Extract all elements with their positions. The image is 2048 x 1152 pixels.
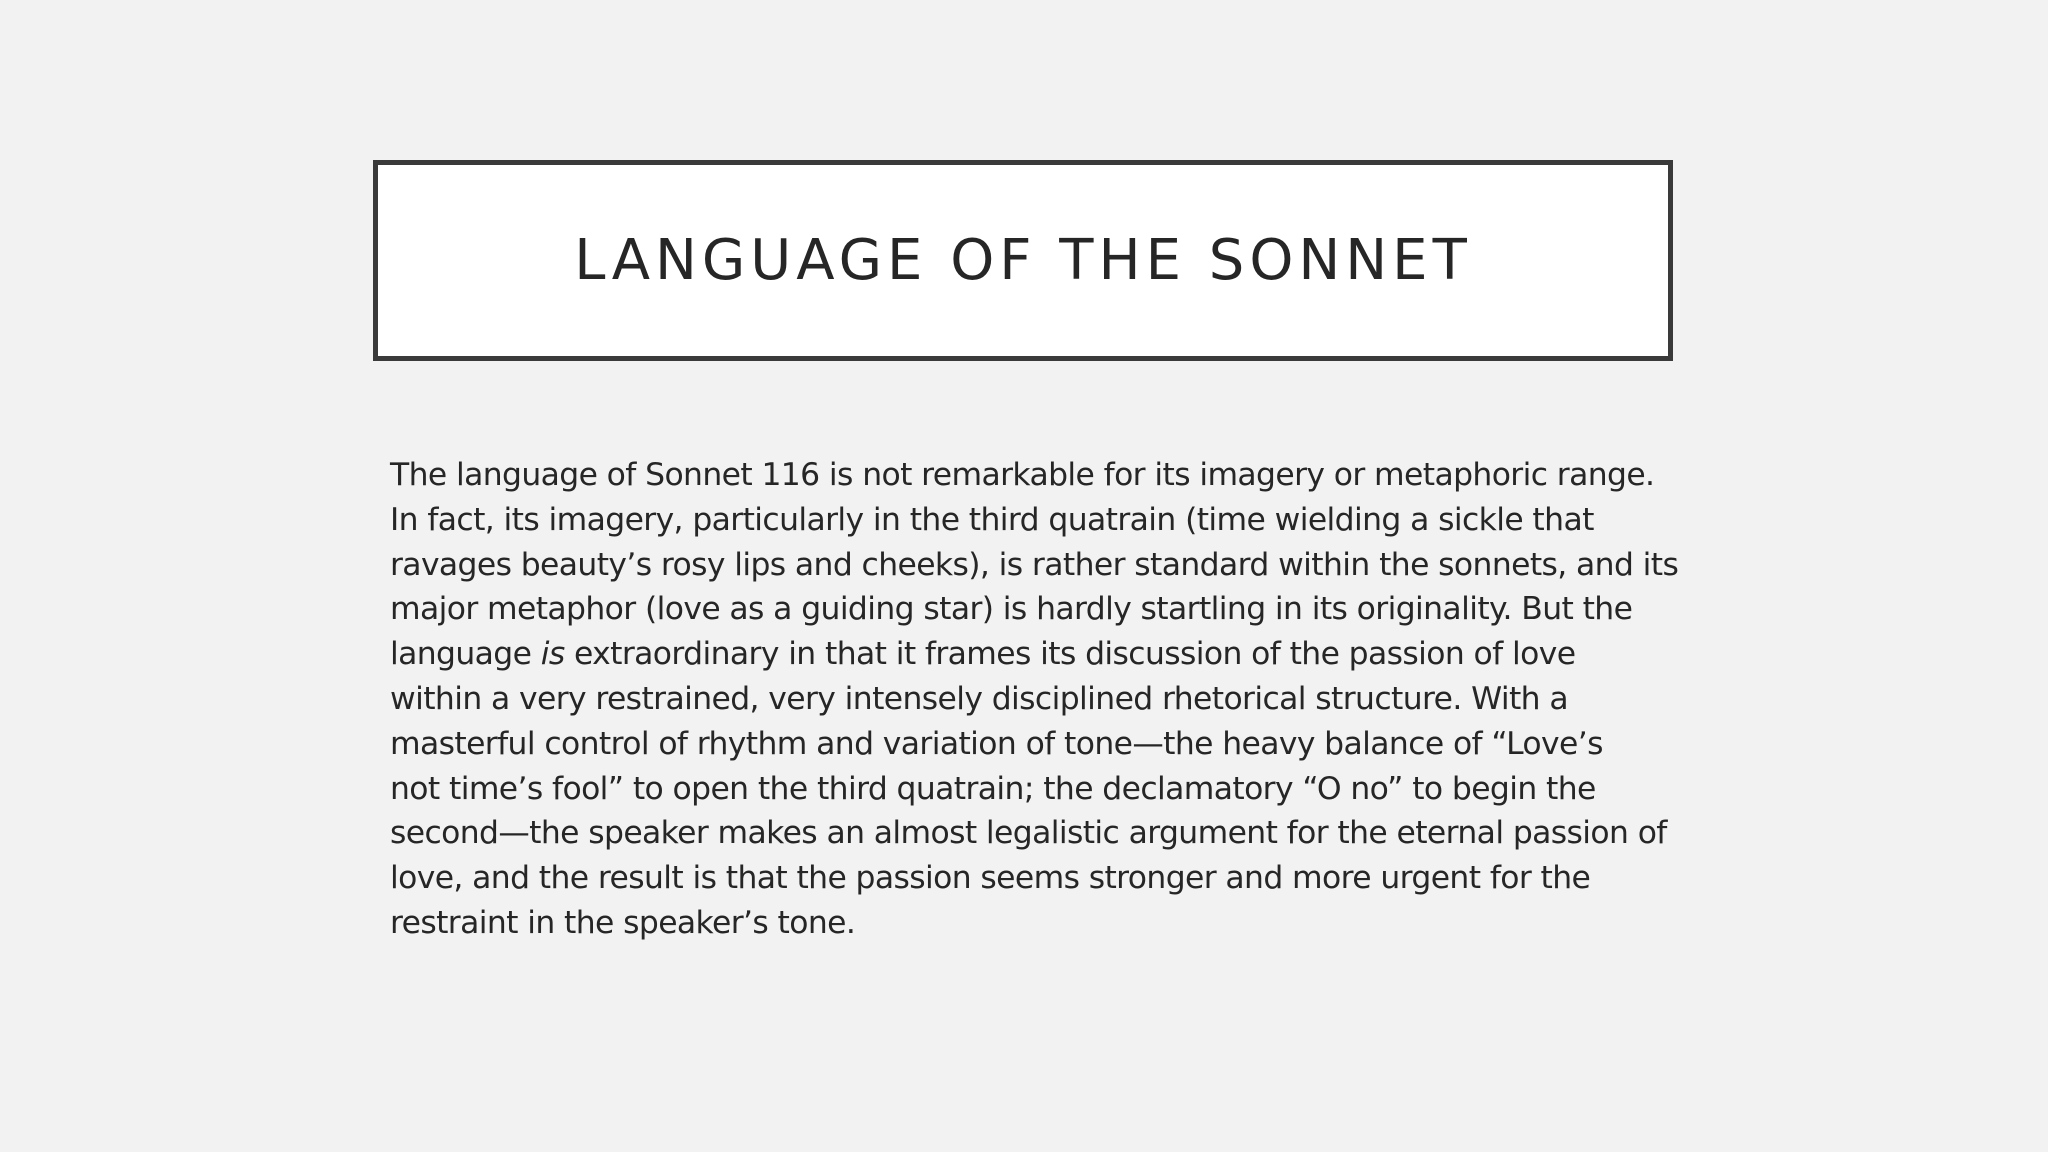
paragraph-line: The language of Sonnet 116 is not remarkable for its imagery or metaphoric range. <box>390 457 1655 493</box>
slide-title: LANGUAGE OF THE SONNET <box>574 228 1472 293</box>
title-box <box>373 160 1673 361</box>
paragraph-line: love, and the result is that the passion seems stronger and more urgent for the <box>390 860 1591 897</box>
paragraph-line: second—the speaker makes an almost legalistic argument for the eternal passion of <box>390 815 1667 852</box>
paragraph-line: not time’s fool” to open the third quatrain; the declamatory “O no” to begin the <box>390 770 1596 807</box>
paragraph-line: restraint in the speaker’s tone. <box>390 904 856 941</box>
paragraph-line: masterful control of rhythm and variation of tone—the heavy balance of “Love’s <box>390 725 1603 762</box>
line-text-after: extraordinary in that it frames its discussion of the passion of love <box>564 636 1576 673</box>
paragraph-line: major metaphor (love as a guiding star) is hardly startling in its originality. But the <box>390 591 1633 628</box>
body-paragraph <box>390 453 1679 946</box>
paragraph-line: ravages beauty’s rosy lips and cheeks), is rather standard within the sonnets, and its <box>390 546 1679 583</box>
paragraph-line <box>390 632 1660 677</box>
paragraph-line: within a very restrained, very intensely disciplined rhetorical structure. With a <box>390 680 1568 717</box>
paragraph-line: In fact, its imagery, particularly in the third quatrain (time wielding a sickle that <box>390 501 1594 538</box>
line-text-before: language <box>390 636 541 673</box>
emphasized-word: is <box>540 636 565 673</box>
